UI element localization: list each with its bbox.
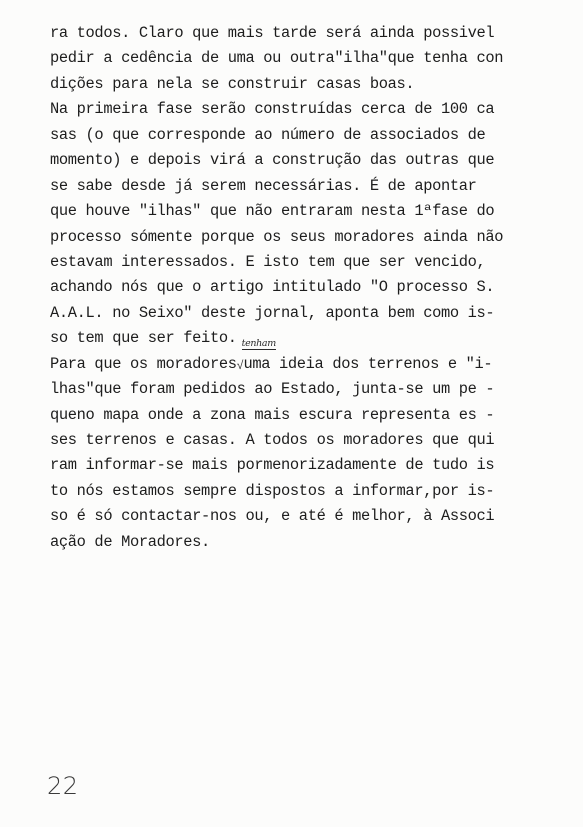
text-line: ram informar-se mais pormenorizadamente de tudo is	[50, 456, 495, 475]
text-line: ses terrenos e casas. A todos os moradores que qui	[50, 431, 495, 449]
text-line: to nós estamos sempre dispostos a informar,por is-	[50, 481, 495, 500]
line-segment-before: Para que os moradores	[50, 354, 237, 373]
text-line: lhas"que foram pedidos ao Estado, junta-se um pe -	[50, 380, 495, 399]
text-line: ra todos. Claro que mais tarde será ainda possivel	[50, 24, 495, 42]
text-line: momento) e depois virá a construção das outras que	[50, 151, 495, 170]
text-line: sas (o que corresponde ao número de associados de	[50, 125, 486, 144]
text-line: dições para nela se construir casas boas.	[50, 74, 415, 93]
handwritten-insertion	[236, 337, 276, 378]
text-line: processo sómente porque os seus moradores ainda não	[50, 227, 504, 246]
text-line: queno mapa onde a zona mais escura representa es -	[50, 405, 495, 424]
text-line: estavam interessados. E isto tem que ser vencido,	[50, 252, 486, 271]
page-number: 22	[47, 772, 79, 800]
handwritten-note: tenham	[241, 337, 276, 349]
text-line: se sabe desde já serem necessárias. É de apontar	[50, 176, 477, 195]
text-line: achando nós que o artigo intitulado "O processo S.	[50, 278, 495, 297]
text-line: pedir a cedência de uma ou outra"ilha"que tenha con	[50, 49, 504, 68]
insertion-caret-icon: √	[236, 358, 244, 373]
text-line: so tem que ser feito.	[50, 329, 237, 348]
text-line: que houve "ilhas" que não entraram nesta 1ªfase do	[50, 202, 495, 221]
text-line: Na primeira fase serão construídas cerca de 100 ca	[50, 100, 495, 119]
text-line: so é só contactar-nos ou, e até é melhor, à Associ	[50, 507, 495, 526]
text-line: A.A.L. no Seixo" deste jornal, aponta bem como is-	[50, 303, 495, 322]
text-line: ação de Moradores.	[50, 532, 210, 551]
line-segment-after: uma ideia dos terrenos e "i-	[243, 354, 493, 373]
typed-text-body	[50, 21, 570, 555]
